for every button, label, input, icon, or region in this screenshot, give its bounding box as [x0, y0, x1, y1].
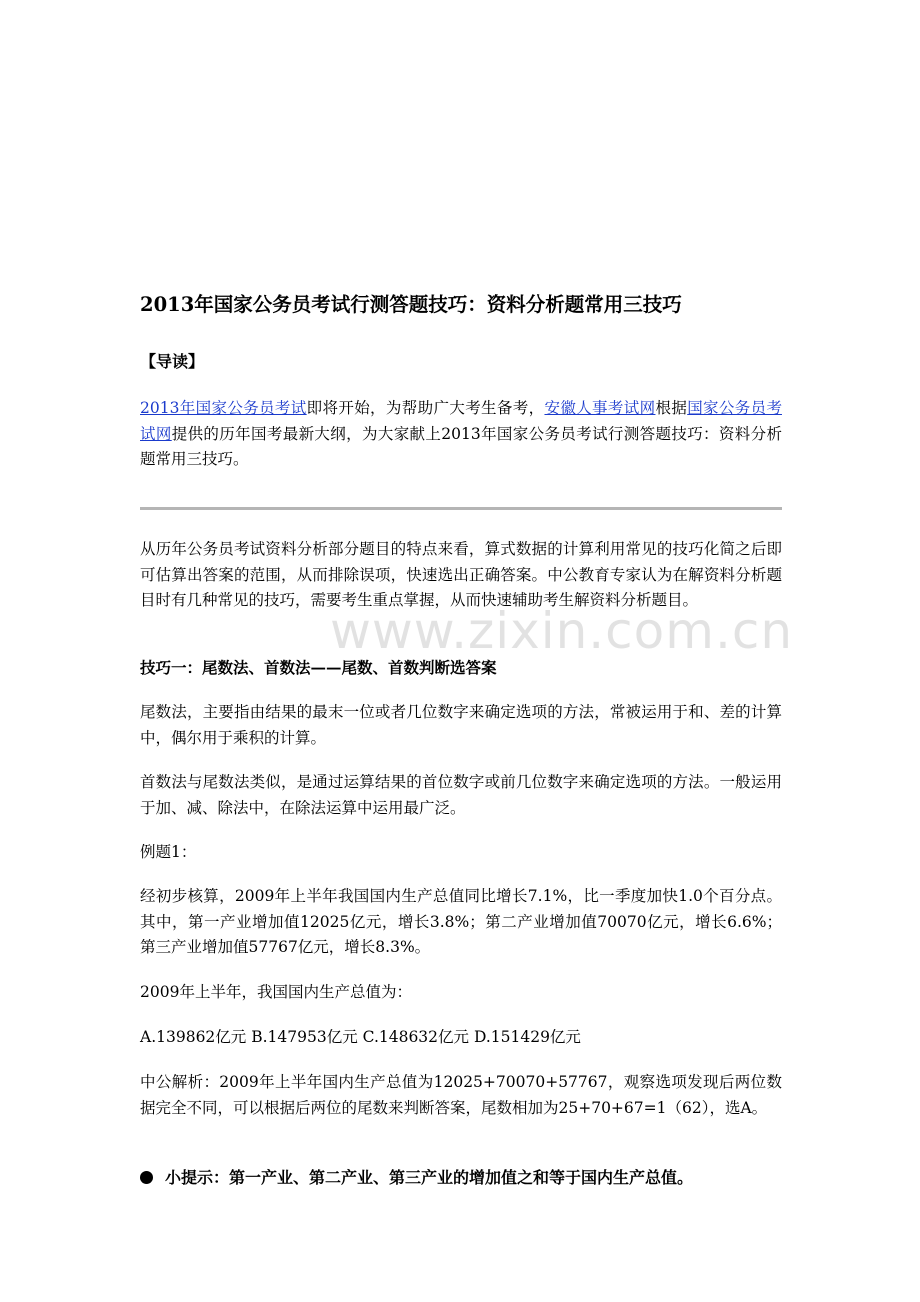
tip-text: 小提示：第一产业、第二产业、第三产业的增加值之和等于国内生产总值。: [165, 1168, 694, 1187]
document-title: 2013年国家公务员考试行测答题技巧：资料分析题常用三技巧: [140, 293, 682, 316]
paragraph-analysis: 中公解析：2009年上半年国内生产总值为12025+70070+57767，观察选项发现后两位数据完全不同，可以根据后两位的尾数来判断答案，尾数相加为25+70+67=1（62），选A。: [140, 1073, 782, 1117]
question-text: 2009年上半年，我国国内生产总值为：: [140, 983, 412, 1001]
paragraph-tail-method: 尾数法，主要指由结果的最末一位或者几位数字来确定选项的方法，常被运用于和、差的计算中，偶尔用于乘积的计算。: [140, 703, 782, 747]
anhui-exam-site-link[interactable]: 安徽人事考试网: [544, 399, 656, 417]
intro-paragraph: [140, 396, 782, 473]
bullet-icon: [140, 1171, 153, 1184]
answer-options: A.139862亿元 B.147953亿元 C.148632亿元 D.151429亿元: [140, 1028, 581, 1046]
section-divider: [140, 507, 782, 510]
paragraph-overview: 从历年公务员考试资料分析部分题目的特点来看，算式数据的计算利用常见的技巧化简之后即可估算出答案的范围，从而排除误项，快速选出正确答案。中公教育专家认为在解资料分析题目时有几种常见的技巧，需要考生重点掌握，从而快速辅助考生解资料分析题目。: [140, 540, 782, 609]
national-exam-site-link[interactable]: 国家公务员考试网: [140, 399, 782, 443]
intro-text-2: 根据: [655, 399, 688, 417]
example-label: 例题1：: [140, 843, 197, 861]
paragraph-example-data: 经初步核算，2009年上半年我国国内生产总值同比增长7.1%，比一季度加快1.0个百分点。其中，第一产业增加值12025亿元，增长3.8%；第二产业增加值70070亿元，增长6.6%；第三产业增加值57767亿元，增长8.3%。: [140, 887, 782, 956]
paragraph-head-method: 首数法与尾数法类似，是通过运算结果的首位数字或前几位数字来确定选项的方法。一般运用于加、减、除法中，在除法运算中运用最广泛。: [140, 773, 782, 817]
technique-one-heading: 技巧一：尾数法、首数法——尾数、首数判断选答案: [140, 658, 497, 677]
intro-text-3: 提供的历年国考最新大纲，为大家献上2013年国家公务员考试行测答题技巧：资料分析题常用三技巧。: [140, 424, 782, 468]
lead-heading: 【导读】: [140, 352, 205, 371]
exam-link[interactable]: 2013年国家公务员考试: [140, 399, 307, 417]
watermark: www.zixin.com.cn: [330, 602, 794, 660]
tip-line: [140, 1165, 693, 1191]
intro-text-1: 即将开始，为帮助广大考生备考，: [306, 399, 545, 417]
